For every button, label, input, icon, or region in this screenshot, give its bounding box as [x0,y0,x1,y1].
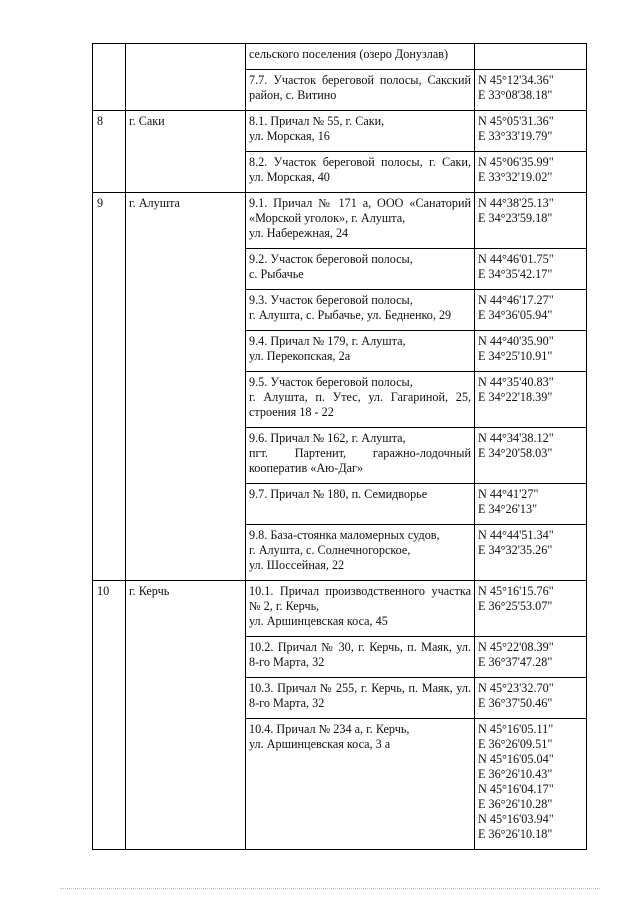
object-coordinates: N 44°46'17.27" E 34°36'05.94" [475,290,587,331]
object-description: 9.6. Причал № 162, г. Алушта, пгт. Партенит, гаражно-лодочный кооператив «Аю-Даг» [246,428,475,484]
object-coordinates: N 44°38'25.13" E 34°23'59.18" [475,193,587,249]
city-name: г. Алушта [126,193,246,581]
city-name: г. Керчь [126,581,246,850]
scan-edge-artifact [60,888,600,893]
object-coordinates: N 45°16'15.76" E 36°25'53.07" [475,581,587,637]
object-coordinates: N 45°22'08.39" E 36°37'47.28" [475,637,587,678]
row-number: 10 [93,581,126,850]
object-coordinates: N 45°06'35.99" E 33°32'19.02" [475,152,587,193]
object-coordinates: N 44°35'40.83" E 34°22'18.39" [475,372,587,428]
object-description: 8.1. Причал № 55, г. Саки, ул. Морская, 16 [246,111,475,152]
objects-table [92,43,587,850]
object-description: 9.2. Участок береговой полосы, с. Рыбачье [246,249,475,290]
object-description: 9.8. База-стоянка маломерных судов, г. Алушта, с. Солнечногорское, ул. Шоссейная, 22 [246,525,475,581]
table-row [93,581,587,637]
objects-table-body [93,44,587,850]
object-description: сельского поселения (озеро Донузлав) [246,44,475,70]
object-coordinates: N 45°16'05.11" E 36°26'09.51" N 45°16'05.04" E 36°26'10.43" N 45°16'04.17" E 36°26'10.28" N 45°16'03.94" E 36°26'10.18" [475,719,587,850]
object-description: 10.4. Причал № 234 а, г. Керчь, ул. Аршинцевская коса, 3 а [246,719,475,850]
table-row [93,111,587,152]
object-coordinates: N 45°05'31.36" E 33°33'19.79" [475,111,587,152]
object-coordinates [475,44,587,70]
object-description: 9.7. Причал № 180, п. Семидворье [246,484,475,525]
table-row [93,44,587,70]
object-description: 10.3. Причал № 255, г. Керчь, п. Маяк, ул. 8-го Марта, 32 [246,678,475,719]
object-coordinates: N 45°12'34.36" E 33°08'38.18" [475,70,587,111]
object-coordinates: N 44°46'01.75" E 34°35'42.17" [475,249,587,290]
object-description: 9.3. Участок береговой полосы, г. Алушта, с. Рыбачье, ул. Бедненко, 29 [246,290,475,331]
object-description: 10.1. Причал производственного участка № 2, г. Керчь, ул. Аршинцевская коса, 45 [246,581,475,637]
object-description: 9.1. Причал № 171 а, ООО «Санаторий «Морской уголок», г. Алушта, ул. Набережная, 24 [246,193,475,249]
row-number: 9 [93,193,126,581]
object-description: 8.2. Участок береговой полосы, г. Саки, ул. Морская, 40 [246,152,475,193]
object-description: 10.2. Причал № 30, г. Керчь, п. Маяк, ул. 8-го Марта, 32 [246,637,475,678]
row-number: 8 [93,111,126,193]
object-description: 9.4. Причал № 179, г. Алушта, ул. Перекопская, 2а [246,331,475,372]
object-coordinates: N 44°40'35.90" E 34°25'10.91" [475,331,587,372]
object-coordinates: N 45°23'32.70" E 36°37'50.46" [475,678,587,719]
city-name: г. Саки [126,111,246,193]
object-description: 7.7. Участок береговой полосы, Сакский район, с. Витино [246,70,475,111]
object-description: 9.5. Участок береговой полосы, г. Алушта, п. Утес, ул. Гагариной, 25, строения 18 - 22 [246,372,475,428]
object-coordinates: N 44°34'38.12" E 34°20'58.03" [475,428,587,484]
city-name [126,44,246,111]
row-number [93,44,126,111]
table-row [93,193,587,249]
object-coordinates: N 44°44'51.34" E 34°32'35.26" [475,525,587,581]
object-coordinates: N 44°41'27" E 34°26'13" [475,484,587,525]
